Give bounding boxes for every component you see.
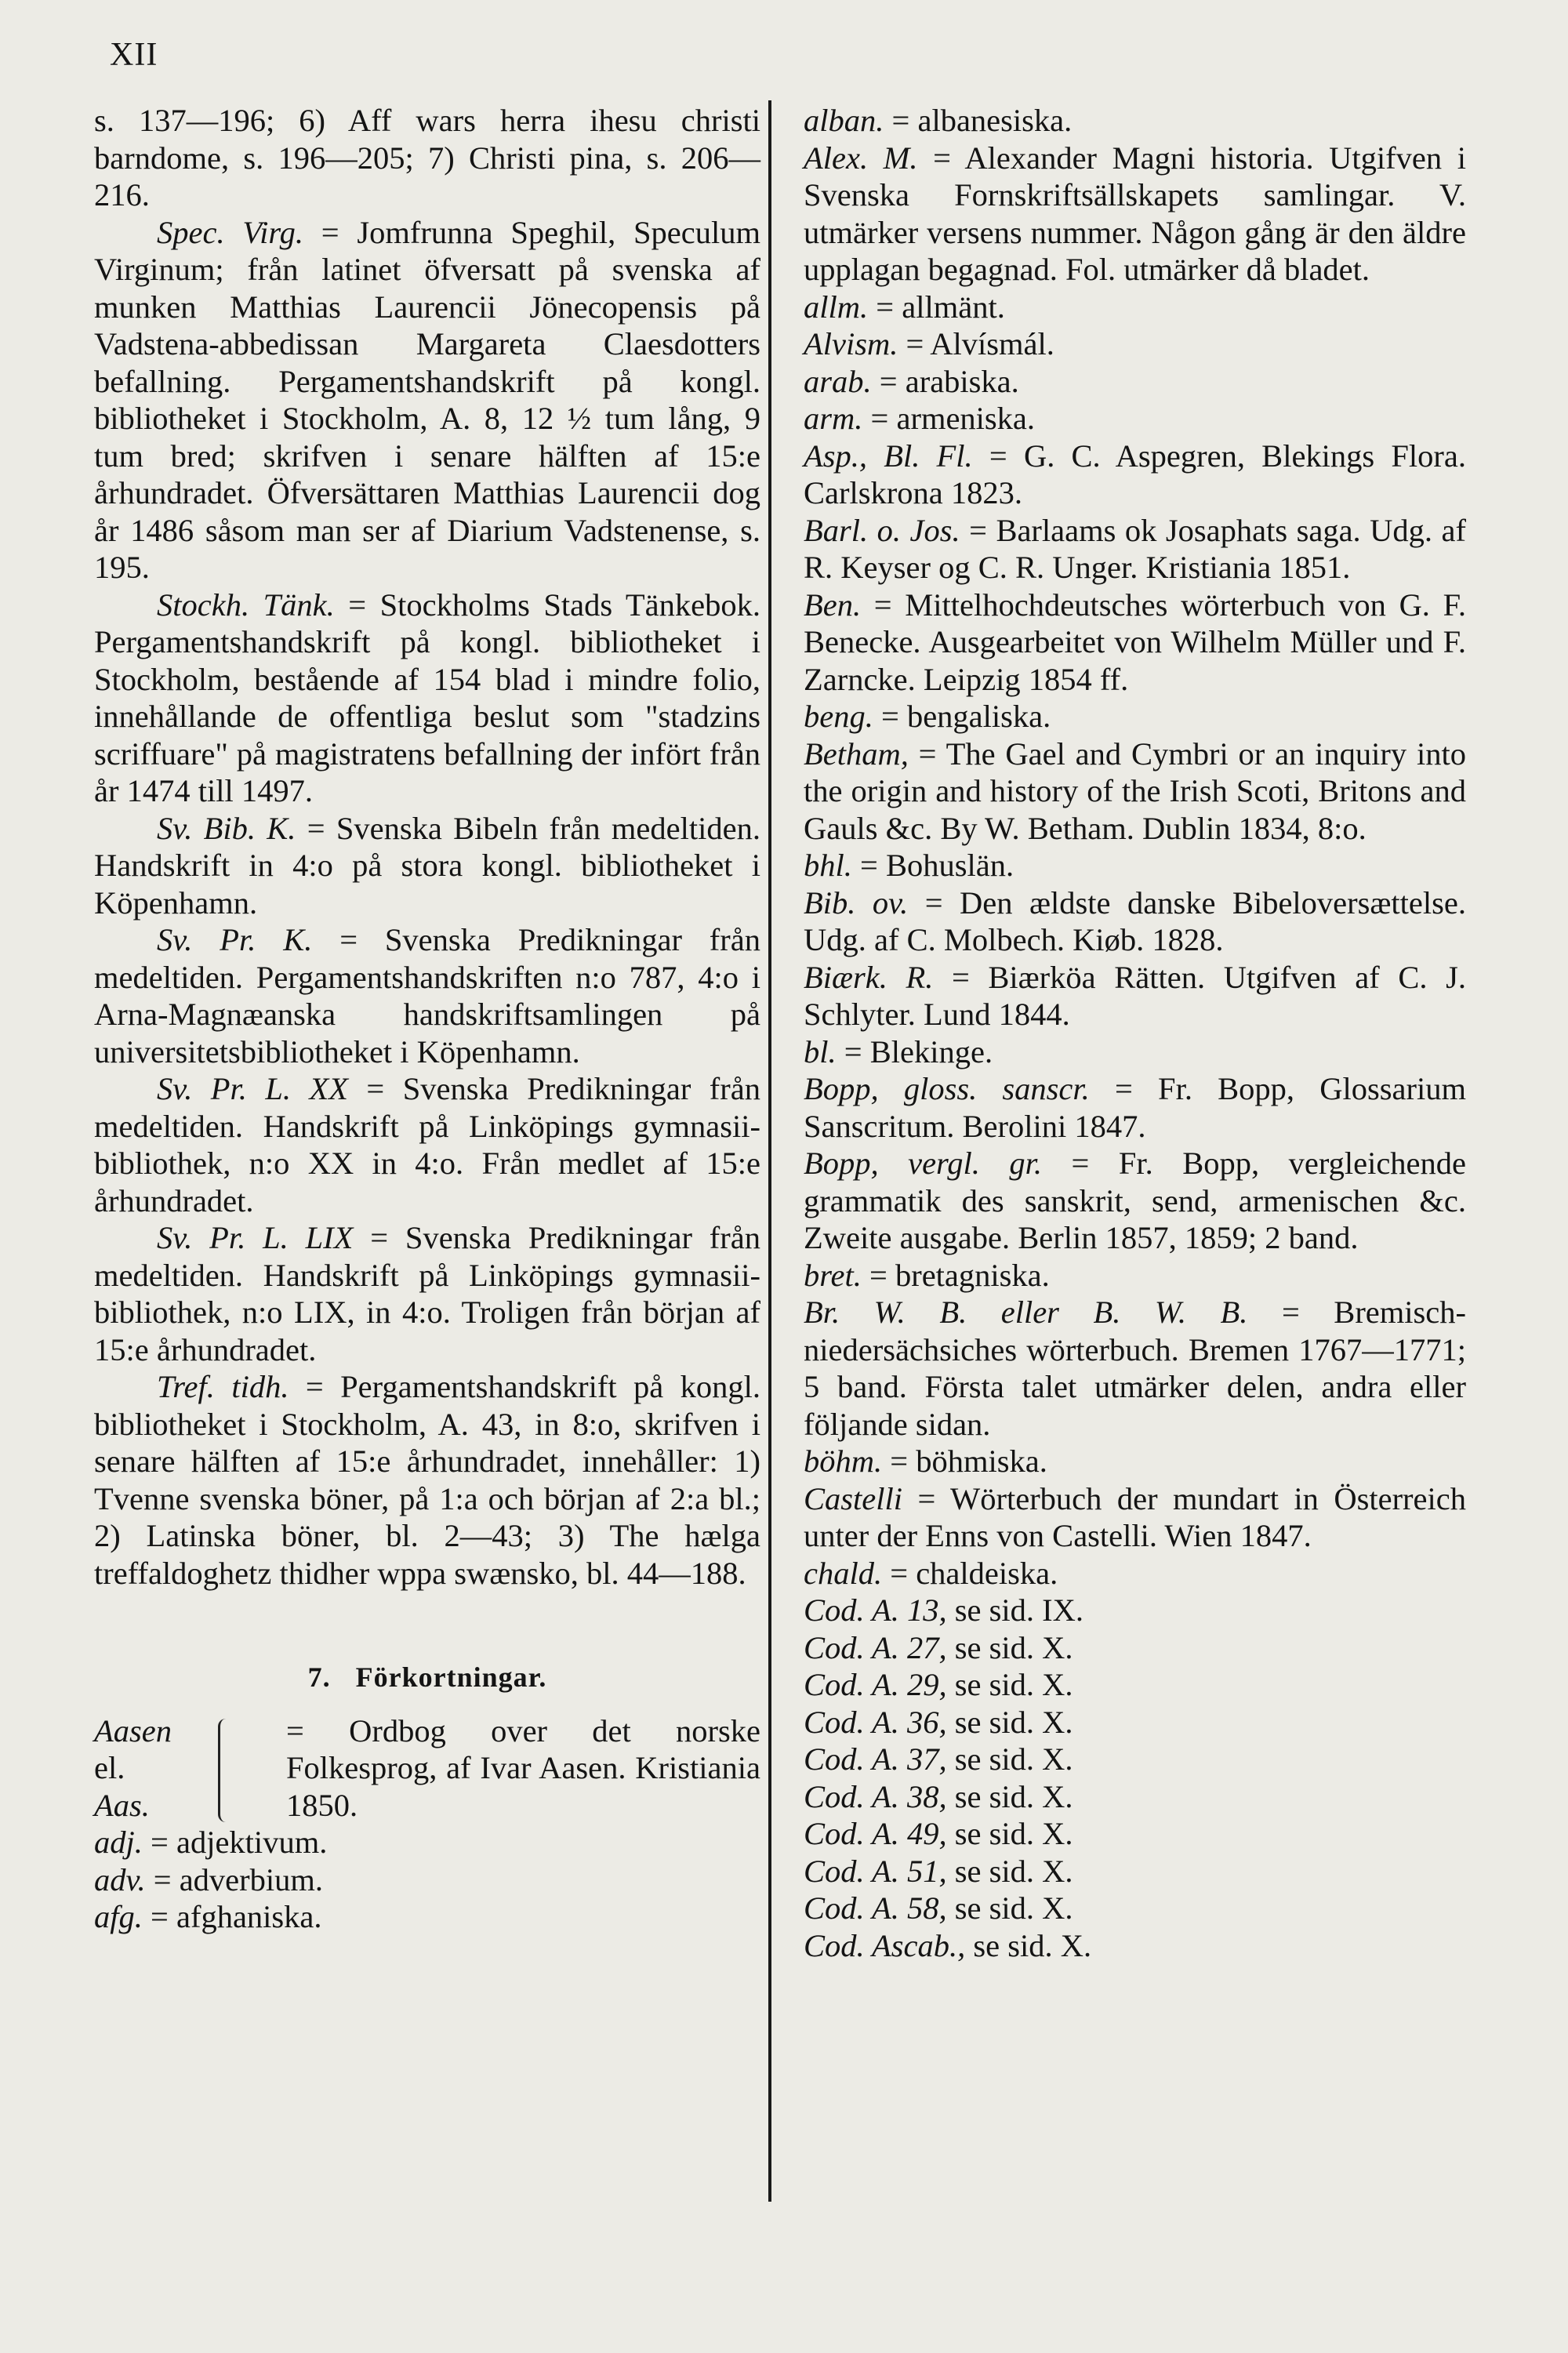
left-column bbox=[94, 102, 760, 1936]
dictionary-entry bbox=[804, 1294, 1466, 1443]
entry-definition: = The Gael and Cymbri or an inquiry into the origin and history of the Irish Scoti, Britons and Gauls &c. By W. Betham. Dublin 1834, 8:o. bbox=[804, 735, 1466, 846]
entry-definition: se sid. X. bbox=[954, 1629, 1073, 1665]
entry-abbreviation: bret. bbox=[804, 1257, 862, 1293]
entry-definition: = Bremisch-niedersächsiches wörterbuch. Bremen 1767—1771; 5 band. Första talet utmärker delen, andra eller följande sidan. bbox=[804, 1295, 1467, 1442]
entry-abbreviation: Cod. A. 27, bbox=[804, 1629, 947, 1665]
entry-abbreviation: Cod. Ascab., bbox=[804, 1927, 966, 1963]
entry-abbreviation: beng. bbox=[804, 699, 873, 734]
dictionary-entry bbox=[804, 1555, 1466, 1592]
dictionary-entry bbox=[94, 810, 760, 922]
dictionary-entry bbox=[804, 1443, 1466, 1480]
column-divider bbox=[768, 100, 771, 2202]
dictionary-entry bbox=[804, 102, 1466, 140]
entry-abbreviation: bl. bbox=[804, 1033, 837, 1069]
entry-abbreviation: Cod. A. 49, bbox=[804, 1816, 947, 1851]
entry-definition: se sid. X. bbox=[954, 1741, 1073, 1777]
entry-definition: = Fr. Bopp, Glossarium Sanscritum. Berolini 1847. bbox=[804, 1071, 1466, 1144]
dictionary-entry bbox=[94, 586, 760, 810]
entry-abbreviation: Sv. Pr. L. LIX bbox=[157, 1220, 354, 1255]
section-heading bbox=[94, 1659, 760, 1697]
dictionary-entry bbox=[804, 1704, 1466, 1741]
brace-bracket bbox=[218, 1719, 231, 1822]
entry-abbreviation: Cod. A. 36, bbox=[804, 1704, 947, 1740]
entry-definition: = Stockholms Stads Tänkebok. Pergamentshandskrift på kongl. bibliotheket i Stockholm, bestående af 154 blad i mindre folio, innehållande de offentliga beslut som "stadzins scriffuare" på magistratens befallning der infört från år 1474 till 1497. bbox=[94, 586, 760, 808]
entry-abbreviation: Bopp, gloss. sanscr. bbox=[804, 1071, 1090, 1106]
entry-abbreviation: Cod. A. 13, bbox=[804, 1592, 947, 1628]
dictionary-entry bbox=[804, 1033, 1466, 1071]
entry-abbreviation: Sv. Pr. K. bbox=[157, 922, 313, 957]
entry-abbreviation: Cod. A. 29, bbox=[804, 1667, 947, 1702]
dictionary-entry bbox=[804, 1890, 1466, 1927]
dictionary-entry bbox=[94, 1861, 760, 1899]
entry-definition: = Svenska Predikningar från medeltiden. Pergamentshandskriften n:o 787, 4:o i Arna-Magnæanska handskriftsamlingen på universitetsbibliotheket i Köpenhamn. bbox=[94, 922, 761, 1069]
entry-abbreviation: adj. bbox=[94, 1825, 143, 1860]
entry-definition: = Alexander Magni historia. Utgifven i Svenska Fornskriftsällskapets samlingar. V. utmärker versens nummer. Någon gång är den äldre upplagan begagnad. Fol. utmärker då bladet. bbox=[804, 140, 1467, 287]
entry-abbreviation: Castelli bbox=[804, 1480, 903, 1516]
entry-definition: = adverbium. bbox=[153, 1861, 324, 1897]
entry-abbreviation: chald. bbox=[804, 1555, 883, 1591]
entry-definition: = Svenska Bibeln från medeltiden. Handskrift in 4:o på stora kongl. bibliotheket i Köpenhamn. bbox=[94, 810, 760, 921]
aasen-definition: = Ordbog over det norske Folkesprog, af Ivar Aasen. Kristiania 1850. bbox=[286, 1712, 760, 1823]
entry-definition: = Alvísmál. bbox=[906, 326, 1054, 361]
entry-abbreviation: Cod. A. 37, bbox=[804, 1741, 947, 1777]
aasen-keys bbox=[94, 1712, 286, 1825]
entry-definition: = bengaliska. bbox=[880, 699, 1051, 734]
entry-abbreviation: Cod. A. 51, bbox=[804, 1853, 947, 1889]
entry-definition: se sid. X. bbox=[973, 1927, 1092, 1963]
intro-paragraph: s. 137—196; 6) Aff wars herra ihesu christi barndome, s. 196—205; 7) Christi pina, s. 206—216. bbox=[94, 103, 760, 212]
aasen-key-short: Aas. bbox=[94, 1787, 150, 1823]
entry-definition: = böhmiska. bbox=[890, 1443, 1047, 1479]
dictionary-entry bbox=[804, 1741, 1466, 1778]
entry-definition: = Svenska Predikningar från medeltiden. Handskrift på Linköpings gymnasii-bibliothek, n:o LIX, in 4:o. Troligen från början af 15:e århundradet. bbox=[94, 1220, 760, 1367]
entry-abbreviation: adv. bbox=[94, 1861, 146, 1897]
entry-abbreviation: Cod. A. 38, bbox=[804, 1778, 947, 1814]
entry-definition: = allmänt. bbox=[876, 289, 1005, 325]
entry-definition: = bretagniska. bbox=[869, 1257, 1050, 1293]
entry-abbreviation: Barl. o. Jos. bbox=[804, 512, 960, 548]
dictionary-entry bbox=[804, 847, 1466, 884]
entry-abbreviation: Sv. Pr. L. XX bbox=[157, 1071, 348, 1106]
dictionary-entry bbox=[804, 1629, 1466, 1667]
dictionary-entry bbox=[804, 289, 1466, 326]
dictionary-entry bbox=[94, 1070, 760, 1219]
entry-abbreviation: allm. bbox=[804, 289, 869, 325]
entry-abbreviation: Alvism. bbox=[804, 326, 898, 361]
dictionary-entry bbox=[804, 325, 1466, 363]
entry-definition: se sid. IX. bbox=[954, 1592, 1084, 1628]
dictionary-entry bbox=[94, 921, 760, 1070]
dictionary-entry bbox=[94, 1219, 760, 1368]
entry-definition: = Mittelhochdeutsches wörterbuch von G. F. Benecke. Ausgearbeitet von Wilhelm Müller und F. Zarncke. Leipzig 1854 ff. bbox=[804, 586, 1466, 697]
entry-abbreviation: arm. bbox=[804, 401, 863, 436]
dictionary-entry bbox=[804, 438, 1466, 512]
entry-definition: = Wörterbuch der mundart in Österreich unter der Enns von Castelli. Wien 1847. bbox=[804, 1480, 1466, 1553]
dictionary-entry bbox=[804, 1666, 1466, 1704]
entry-abbreviation: böhm. bbox=[804, 1443, 883, 1479]
dictionary-entry bbox=[94, 214, 760, 586]
section-number: 7. bbox=[307, 1661, 331, 1693]
entry-definition: = armeniska. bbox=[870, 401, 1036, 436]
right-entry-list bbox=[804, 102, 1466, 1964]
entry-definition: = G. C. Aspegren, Blekings Flora. Carlskrona 1823. bbox=[804, 438, 1467, 510]
dictionary-entry bbox=[804, 1815, 1466, 1853]
dictionary-entry bbox=[804, 884, 1466, 959]
entry-definition: = Fr. Bopp, vergleichende grammatik des sanskrit, send, armenischen &c. Zweite ausgabe. Berlin 1857, 1859; 2 band. bbox=[804, 1146, 1466, 1255]
entry-definition: se sid. X. bbox=[954, 1667, 1073, 1702]
entry-definition: = Barlaams ok Josaphats saga. Udg. af R. Keyser og C. R. Unger. Kristiania 1851. bbox=[804, 512, 1467, 585]
dictionary-entry bbox=[804, 1927, 1466, 1965]
aasen-entry bbox=[94, 1712, 760, 1825]
entry-definition: se sid. X. bbox=[954, 1890, 1073, 1926]
dictionary-entry bbox=[94, 1368, 760, 1592]
entry-definition: = Den ældste danske Bibeloversættelse. Udg. af C. Molbech. Kiøb. 1828. bbox=[804, 884, 1467, 957]
entry-definition: = chaldeiska. bbox=[890, 1555, 1058, 1591]
dictionary-entry bbox=[94, 1824, 760, 1861]
entry-abbreviation: Bopp, vergl. gr. bbox=[804, 1146, 1043, 1181]
entry-definition: = adjektivum. bbox=[151, 1825, 328, 1860]
entry-definition: = Svenska Predikningar från medeltiden. Handskrift på Linköpings gymnasii-bibliothek, n:o XX in 4:o. Från medlet af 15:e århundradet. bbox=[94, 1071, 761, 1218]
entry-abbreviation: bhl. bbox=[804, 848, 852, 883]
entry-abbreviation: Stockh. Tänk. bbox=[157, 586, 335, 623]
dictionary-entry bbox=[804, 1480, 1466, 1555]
dictionary-entry bbox=[804, 586, 1466, 699]
entry-abbreviation: Biærk. R. bbox=[804, 959, 934, 995]
dictionary-entry bbox=[804, 400, 1466, 438]
aasen-key: Aasen bbox=[94, 1712, 172, 1748]
dictionary-entry bbox=[804, 959, 1466, 1033]
dictionary-entry bbox=[804, 1853, 1466, 1890]
entry-definition: = Bohuslän. bbox=[860, 848, 1014, 883]
right-column bbox=[804, 102, 1466, 1964]
entry-abbreviation: Alex. M. bbox=[804, 140, 918, 176]
left-entry-list bbox=[94, 214, 760, 1592]
dictionary-entry bbox=[804, 735, 1466, 848]
dictionary-entry bbox=[804, 140, 1466, 289]
entry-abbreviation: Br. W. B. eller B. W. B. bbox=[804, 1295, 1248, 1330]
entry-definition: = Pergamentshandskrift på kongl. bibliotheket i Stockholm, A. 43, in 8:o, skrifven i senare hälften af 15:e århundradet, innehåller: 1) Tvenne svenska böner, på 1:a och början af 2:a bl.; 2) Latinska böner, bl. 2—43; 3) The hælga treffaldoghetz thidher wppa swænsko, bl. 44—188. bbox=[94, 1369, 761, 1591]
entry-abbreviation: Ben. bbox=[804, 586, 862, 623]
aasen-key-or: el. bbox=[94, 1750, 125, 1785]
entry-abbreviation: afg. bbox=[94, 1899, 143, 1934]
page-number: XII bbox=[110, 37, 158, 73]
entry-definition: = afghaniska. bbox=[151, 1899, 322, 1934]
entry-definition: = arabiska. bbox=[879, 363, 1019, 399]
dictionary-entry bbox=[94, 1898, 760, 1936]
dictionary-entry bbox=[804, 512, 1466, 586]
entry-definition: = albanesiska. bbox=[891, 103, 1073, 138]
dictionary-entry bbox=[804, 1778, 1466, 1816]
dictionary-entry bbox=[804, 698, 1466, 735]
entry-abbreviation: Tref. tidh. bbox=[157, 1369, 289, 1404]
entry-definition: = Biærköa Rätten. Utgifven af C. J. Schlyter. Lund 1844. bbox=[804, 959, 1466, 1032]
entry-abbreviation: Sv. Bib. K. bbox=[157, 810, 296, 846]
dictionary-entry bbox=[804, 1070, 1466, 1145]
entry-definition: = Jomfrunna Speghil, Speculum Virginum; från latinet öfversatt på svenska af munken Matthias Laurencii Jönecopensis på Vadstena-abbedissan Margareta Claesdotters befallning. Pergamentshandskrift på kongl. bibliotheket i Stockholm, A. 8, 12 ½ tum lång, 9 tum bred; skrifven i senare hälften af 15:e århundradet. Öfversättaren Matthias Laurencii dog år 1486 såsom man ser af Diarium Vadstenense, s. 195. bbox=[94, 214, 761, 585]
section-title: Förkortningar. bbox=[355, 1661, 547, 1693]
dictionary-entry bbox=[804, 1257, 1466, 1295]
entry-abbreviation: Cod. A. 58, bbox=[804, 1890, 947, 1926]
entry-abbreviation: Bib. ov. bbox=[804, 884, 909, 921]
entry-abbreviation: Spec. Virg. bbox=[157, 214, 303, 250]
entry-definition: se sid. X. bbox=[954, 1816, 1073, 1851]
dictionary-entry bbox=[804, 1592, 1466, 1629]
entry-definition: = Blekinge. bbox=[844, 1033, 993, 1069]
dictionary-entry bbox=[804, 1145, 1466, 1257]
entry-abbreviation: arab. bbox=[804, 363, 872, 399]
entry-definition: se sid. X. bbox=[954, 1853, 1073, 1889]
dictionary-entry bbox=[804, 363, 1466, 401]
entry-definition: se sid. X. bbox=[954, 1704, 1073, 1740]
entry-abbreviation: alban. bbox=[804, 103, 884, 138]
short-entry-list bbox=[94, 1824, 760, 1936]
entry-abbreviation: Asp., Bl. Fl. bbox=[804, 438, 973, 474]
entry-abbreviation: Betham, bbox=[804, 735, 909, 772]
entry-definition: se sid. X. bbox=[954, 1778, 1073, 1814]
